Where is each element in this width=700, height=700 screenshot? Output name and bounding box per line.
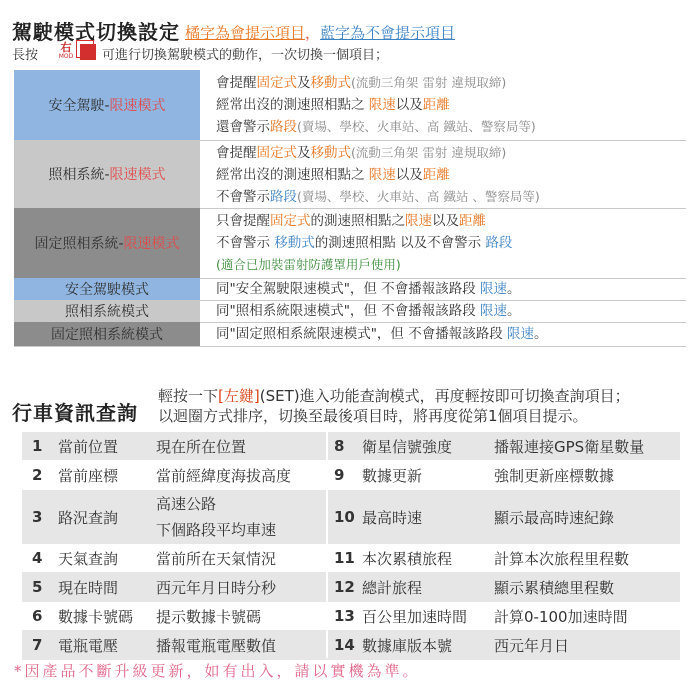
item-name: 路況查詢 — [58, 508, 119, 527]
mode-row — [14, 140, 686, 209]
mode-desc-text: 以及 — [395, 167, 423, 183]
item-description-line: 高速公路 — [156, 495, 217, 513]
mod-key-char: 右 — [60, 41, 72, 54]
mode-label — [14, 70, 200, 140]
mode-desc-text: (流動三角架 雷射 違規取締) — [351, 75, 507, 90]
mode-desc-text: 限速 — [480, 303, 508, 319]
item-description-line: 西元年月日時分秒 — [156, 578, 277, 597]
desc-post: (SET)進入功能查詢模式，再度輕按即可切換查詢項目； — [259, 387, 630, 405]
column-divider — [326, 432, 328, 658]
item-number: 10 — [334, 508, 355, 526]
item-description: 強制更新座標數據 — [494, 466, 615, 485]
item-number: 1 — [32, 437, 43, 455]
mode-desc-text: 限速 — [368, 97, 396, 113]
square-icon — [80, 44, 96, 60]
mode-desc-text: 經常出沒的測速照相點之 — [216, 97, 369, 113]
mode-desc-text: 的測速照相點 以及不會警示 — [314, 235, 486, 251]
mode-desc-text: 限速 — [480, 281, 508, 297]
item-description: 計算本次旅程里程數 — [494, 549, 630, 568]
mode-label — [14, 278, 200, 300]
mode-row — [14, 70, 686, 141]
mode-desc-text: 的測速照相點之 — [310, 213, 405, 229]
item-description — [156, 460, 291, 490]
item-description — [156, 630, 276, 660]
mode-label-main: 照相系統模式 — [65, 304, 149, 320]
mode-desc-text: 。 — [507, 303, 521, 319]
mode-desc-text: 同"安全駕駛限速模式"，但 不會播報該路段 — [216, 281, 481, 297]
item-description-line: 當前所在天氣情況 — [156, 549, 277, 568]
item-name: 天氣查詢 — [58, 549, 119, 568]
item-description — [156, 490, 276, 544]
item-number: 4 — [32, 549, 43, 567]
mode-label-suffix: 限速模式 — [109, 167, 166, 183]
mode-desc-text: 固定式 — [270, 213, 311, 229]
mode-desc-text: 移動式 — [274, 235, 315, 251]
mode-desc-text: (賣場、學校、火車站、高 鐵站、警察局等) — [297, 119, 536, 134]
item-description-line: 播報電瓶電壓數值 — [156, 636, 277, 655]
mode-row — [14, 278, 686, 301]
trip-info-description — [158, 386, 630, 426]
info-row — [22, 630, 680, 660]
mode-desc-text: 會提醒 — [216, 145, 257, 161]
mode-desc-text: 不會警示 — [216, 189, 270, 205]
legend-blue: 藍字為不會提示項目 — [320, 24, 456, 42]
mode-desc-text: (賣場、學校、火車站、高 鐵站 、警察局等) — [297, 189, 540, 204]
info-row — [22, 602, 680, 630]
mode-desc-text: 及 — [297, 75, 311, 91]
legend-note — [185, 22, 455, 43]
info-row — [22, 432, 680, 460]
mode-desc-text: 。 — [507, 281, 521, 297]
item-description: 西元年月日 — [494, 636, 570, 655]
mode-description — [216, 322, 548, 346]
mode-label-main: 固定照相系統模式 — [51, 327, 163, 343]
mode-desc-text: 移動式 — [310, 145, 351, 161]
item-name: 衛星信號強度 — [362, 437, 453, 456]
mode-desc-text: 及 — [297, 145, 311, 161]
mode-desc-text: 固定式 — [256, 75, 297, 91]
mode-row — [14, 300, 686, 323]
item-name: 數據庫版本號 — [362, 636, 453, 655]
info-row — [22, 572, 680, 602]
mode-desc-text: 限速 — [405, 213, 432, 229]
mode-desc-text: 同"固定照相系統限速模式"，但 不會播報該路段 — [216, 326, 508, 342]
info-row — [22, 460, 680, 490]
item-description — [156, 432, 246, 460]
item-number: 7 — [32, 636, 43, 654]
item-name: 數據更新 — [362, 466, 423, 485]
mode-desc-text: 路段 — [270, 119, 297, 135]
item-description: 顯示累積總里程數 — [494, 578, 615, 597]
item-number: 12 — [334, 578, 355, 596]
mode-desc-text: 固定式 — [256, 145, 297, 161]
mode-desc-text: 路段 — [485, 235, 513, 251]
mode-desc-text: 限速 — [368, 167, 396, 183]
mode-description — [216, 210, 512, 276]
mode-desc-text: 以及 — [432, 213, 459, 229]
mode-desc-text: 會提醒 — [216, 75, 257, 91]
press-prefix: 長按 — [12, 48, 39, 63]
desc-line2: 以迴圈方式排序，切換至最後項目時，將再度從第1個項目提示。 — [158, 407, 588, 425]
item-description-line: 現在所在位置 — [156, 437, 247, 456]
item-description-line: 當前經緯度海拔高度 — [156, 466, 292, 485]
item-number: 13 — [334, 607, 355, 625]
mode-desc-text: 距離 — [422, 167, 450, 183]
mode-desc-text: 同"照相系統限速模式"，但 不會播報該路段 — [216, 303, 481, 319]
mode-desc-text: 路段 — [270, 189, 297, 205]
info-row — [22, 490, 680, 544]
mode-label-main: 固定照相系統- — [34, 236, 124, 252]
item-name: 當前座標 — [58, 466, 119, 485]
item-description-line: 下個路段平均車速 — [156, 521, 277, 539]
mode-row — [14, 322, 686, 347]
legend-comma: ， — [305, 24, 321, 42]
mode-desc-text: 。 — [534, 326, 548, 342]
left-key-label: [左鍵] — [218, 387, 260, 405]
footer-disclaimer: *因產品不斷升級更新，如有出入，請以實機為準。 — [14, 662, 421, 680]
mode-label-suffix: 限速模式 — [109, 98, 166, 114]
mode-desc-text: (適合已加裝雷射防護罩用戶使用) — [216, 257, 401, 272]
mode-desc-text: (流動三角架 雷射 違規取締) — [351, 145, 507, 160]
mode-label — [14, 322, 200, 346]
trip-info-title: 行車資訊查詢 — [12, 401, 138, 425]
mode-desc-text: 經常出沒的測速照相點之 — [216, 167, 369, 183]
mode-label-main: 安全駕駛模式 — [65, 282, 149, 298]
item-number: 14 — [334, 636, 355, 654]
item-description — [156, 544, 276, 572]
item-number: 6 — [32, 607, 43, 625]
item-description — [156, 572, 276, 602]
press-description: 可進行切換駕駛模式的動作，一次切換一個項目； — [102, 48, 389, 63]
item-description: 計算0-100加速時間 — [494, 607, 628, 626]
mode-description — [216, 278, 521, 300]
mode-desc-text: 移動式 — [310, 75, 351, 91]
mode-description — [216, 142, 540, 208]
mode-label — [14, 300, 200, 322]
mode-desc-text: 距離 — [459, 213, 486, 229]
mode-desc-text: 限速 — [507, 326, 535, 342]
item-description — [156, 602, 261, 630]
mode-label-main: 安全駕駛- — [48, 98, 110, 114]
item-description: 播報連接GPS衛星數量 — [494, 437, 645, 456]
legend-orange: 橘字為會提示項目 — [185, 24, 306, 42]
item-name: 總計旅程 — [362, 578, 423, 597]
item-number: 5 — [32, 578, 43, 596]
item-number: 11 — [334, 549, 355, 567]
mode-settings-title: 駕駛模式切換設定 — [12, 20, 180, 44]
mod-key-sub: MOD — [58, 53, 74, 60]
mode-description — [216, 300, 521, 322]
item-description: 顯示最高時速紀錄 — [494, 508, 615, 527]
mode-desc-text: 只會提醒 — [216, 213, 270, 229]
item-description-line: 提示數據卡號碼 — [156, 607, 262, 626]
mode-description — [216, 72, 536, 138]
item-name: 百公里加速時間 — [362, 607, 468, 626]
mode-desc-text: 還會警示 — [216, 119, 270, 135]
mode-row — [14, 208, 686, 279]
desc-pre: 輕按一下 — [158, 387, 219, 405]
mode-label-main: 照相系統- — [48, 167, 110, 183]
mode-desc-text: 以及 — [395, 97, 423, 113]
item-number: 9 — [334, 466, 345, 484]
mode-label — [14, 140, 200, 208]
mode-label — [14, 208, 200, 278]
item-name: 現在時間 — [58, 578, 119, 597]
item-name: 當前位置 — [58, 437, 119, 456]
item-name: 最高時速 — [362, 508, 423, 527]
mode-desc-text: 距離 — [422, 97, 450, 113]
item-number: 3 — [32, 508, 43, 526]
info-row — [22, 544, 680, 572]
item-name: 本次累積旅程 — [362, 549, 453, 568]
item-name: 數據卡號碼 — [58, 607, 134, 626]
mode-label-suffix: 限速模式 — [123, 236, 180, 252]
mod-key-icon — [56, 42, 76, 62]
item-number: 8 — [334, 437, 345, 455]
mode-desc-text: 不會警示 — [216, 235, 275, 251]
item-number: 2 — [32, 466, 43, 484]
item-name: 電瓶電壓 — [58, 636, 119, 655]
